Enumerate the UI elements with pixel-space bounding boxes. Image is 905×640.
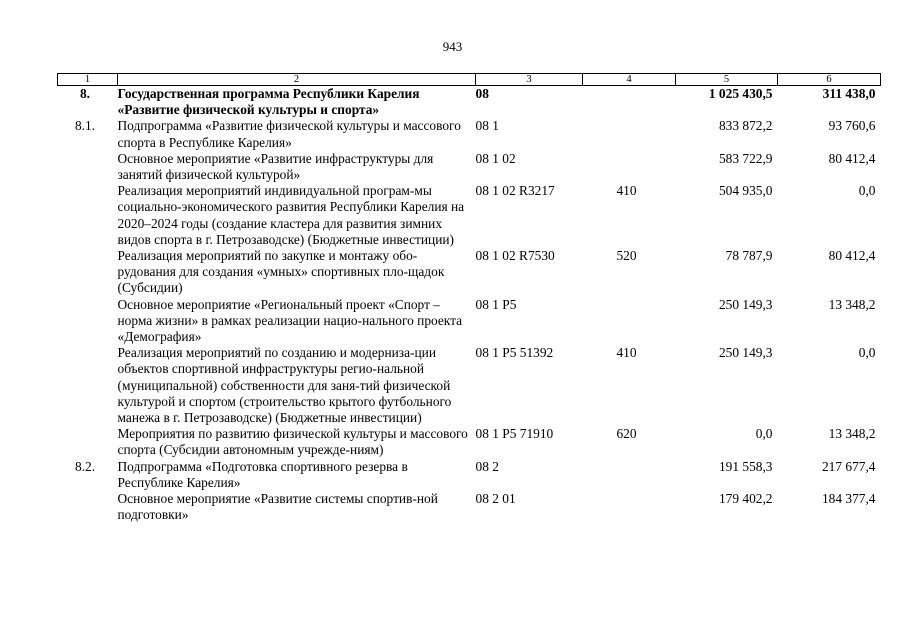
row-value-col5: 583 722,9 [718, 150, 773, 166]
row-name: Реализация мероприятий по созданию и модерниза-ции объектов спортивной инфраструктуры регио-нальной (муниципальной) собственности для заня-тий физической культурой и спортом (строительство крытого футбольного манежа в г. Петрозаводске) (Бюджетные инвестиции) [117, 345, 452, 426]
column-header: 5 [676, 74, 778, 86]
row-expense-type [583, 491, 676, 523]
row-name: Государственная программа Республики Карелия «Развитие физической культуры и спорта» [117, 86, 420, 118]
table-row [58, 248, 881, 297]
row-expense-type [583, 151, 676, 183]
row-code: 08 1 02 R3217 [475, 183, 555, 199]
column-header: 4 [583, 74, 676, 86]
row-name: Реализация мероприятий индивидуальной програм-мы социально-экономического развития Республики Карелия на 2020–2024 годы (создание кластера для развития зимних видов спорта в г. Петрозаводске) (Бюджетные инвестиции) [117, 183, 465, 247]
column-header: 2 [118, 74, 476, 86]
row-code: 08 [475, 86, 489, 101]
row-expense-type: 410 [616, 345, 637, 361]
row-value-col5: 833 872,2 [718, 118, 773, 134]
header-row [58, 74, 881, 86]
row-value-col6: 13 348,2 [828, 296, 876, 312]
row-value-col6: 93 760,6 [828, 118, 876, 134]
row-name: Основное мероприятие «Развитие инфраструктуры для занятий физической культурой» [117, 150, 434, 183]
page-number: 943 [442, 39, 463, 54]
row-code: 08 1 02 [475, 150, 516, 166]
row-expense-type [583, 118, 676, 150]
row-value-col6: 184 377,4 [821, 491, 876, 507]
row-expense-type [583, 86, 676, 119]
table-row [58, 297, 881, 346]
row-value-col5: 191 558,3 [718, 458, 773, 474]
row-value-col5: 250 149,3 [718, 345, 773, 361]
table-row [58, 345, 881, 426]
row-value-col6: 80 412,4 [828, 150, 876, 166]
row-code: 08 1 P5 [475, 296, 517, 312]
row-value-col5: 504 935,0 [718, 183, 773, 199]
row-number [58, 151, 118, 183]
row-name: Подпрограмма «Подготовка спортивного резерва в Республике Карелия» [117, 458, 408, 490]
row-number [58, 248, 118, 297]
row-number [58, 183, 118, 248]
row-name: Реализация мероприятий по закупке и монтажу обо-рудования для создания «умных» спортивных пло-щадок (Субсидии) [117, 248, 445, 296]
row-value-col6: 217 677,4 [821, 458, 876, 474]
row-number: 8.1. [74, 118, 96, 134]
row-expense-type: 410 [616, 183, 637, 199]
row-value-col6: 0,0 [858, 345, 876, 361]
row-value-col5: 78 787,9 [725, 248, 773, 264]
table-row [58, 86, 881, 119]
table-row [58, 183, 881, 248]
row-code: 08 1 [475, 118, 499, 134]
table-row [58, 118, 881, 150]
row-number [58, 426, 118, 458]
row-expense-type [583, 459, 676, 491]
row-expense-type [583, 297, 676, 346]
row-value-col5: 0,0 [755, 426, 773, 442]
row-code: 08 1 P5 51392 [475, 345, 554, 361]
row-name: Основное мероприятие «Развитие системы спортив-ной подготовки» [117, 491, 438, 523]
column-header: 6 [778, 74, 881, 86]
row-value-col6: 13 348,2 [828, 426, 876, 442]
row-name: Подпрограмма «Развитие физической культуры и массового спорта в Республике Карелия» [117, 118, 461, 150]
row-number [58, 297, 118, 346]
row-expense-type: 520 [616, 248, 637, 264]
table-row [58, 151, 881, 183]
row-number: 8. [79, 86, 91, 101]
row-code: 08 1 P5 71910 [475, 426, 554, 442]
table-row [58, 426, 881, 458]
table-row [58, 491, 881, 523]
row-code: 08 1 02 R7530 [475, 248, 555, 264]
table-row [58, 459, 881, 491]
row-value-col5: 1 025 430,5 [708, 86, 773, 101]
row-number [58, 491, 118, 523]
row-value-col6: 0,0 [858, 183, 876, 199]
column-header: 3 [476, 74, 583, 86]
row-value-col6: 80 412,4 [828, 248, 876, 264]
row-value-col5: 250 149,3 [718, 296, 773, 312]
row-code: 08 2 [475, 458, 499, 474]
row-number: 8.2. [74, 458, 96, 474]
row-expense-type: 620 [616, 426, 637, 442]
row-value-col6: 311 438,0 [822, 86, 876, 101]
table-body [58, 86, 881, 524]
column-header: 1 [58, 74, 118, 86]
row-code: 08 2 01 [475, 491, 516, 507]
row-number [58, 345, 118, 426]
row-value-col5: 179 402,2 [718, 491, 773, 507]
budget-table [57, 73, 881, 523]
row-name: Основное мероприятие «Региональный проект «Спорт – норма жизни» в рамках реализации нацио-нального проекта «Демография» [117, 296, 463, 345]
row-name: Мероприятия по развитию физической культуры и массового спорта (Субсидии автономным учрежде-ниям) [117, 426, 468, 458]
